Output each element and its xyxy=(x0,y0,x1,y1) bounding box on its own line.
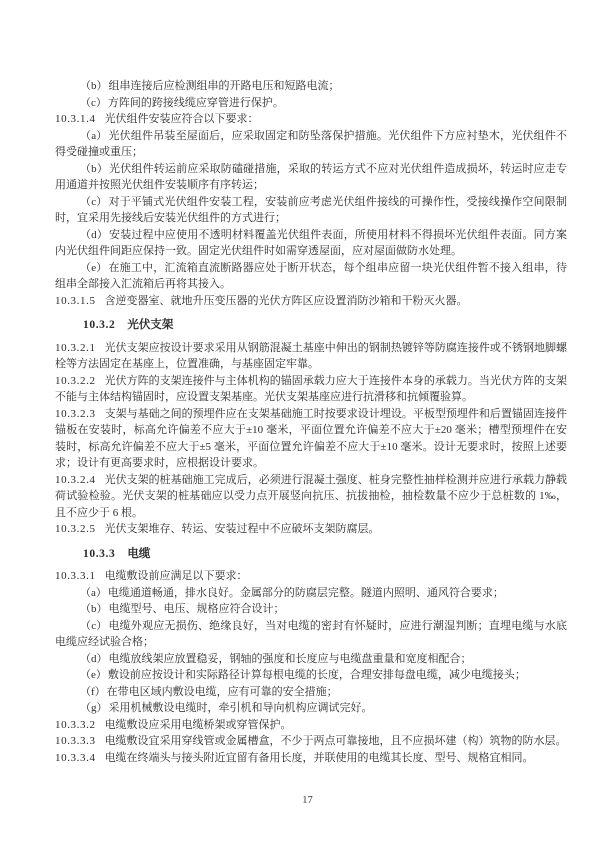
clause-number: 10.3.3.3 xyxy=(55,735,96,747)
heading-number: 10.3.2 xyxy=(83,319,116,331)
clause-text: 电缆敷设应采用电缆桥架或穿管保护。 xyxy=(104,718,292,731)
clause-10-3-2-4 xyxy=(55,472,567,522)
item-text: 光伏组件转运前应采取防磕碰措施，采取的转运方式不应对光伏组件造成损坏，转运时应走专用通道并按照光伏组件安装顺序有序转运； xyxy=(55,162,568,191)
clause-10-3-1-5 xyxy=(55,293,567,310)
item-label: （b） xyxy=(80,80,108,92)
list-item-b xyxy=(55,78,567,95)
clause-10-3-3-2 xyxy=(55,717,567,734)
clause-number: 10.3.3.4 xyxy=(55,751,96,764)
item-label: （d） xyxy=(80,228,109,241)
clause-text: 含逆变器室、就地升压变压器的光伏方阵区应设置消防沙箱和干粉灭火器。 xyxy=(104,294,468,307)
item-label: （a） xyxy=(80,586,107,599)
list-item-e xyxy=(55,260,567,293)
item-text: 在施工中，汇流箱直流断路器应处于断开状态，每个组串应留一块光伏组件暂不接入组串，待组串全部接入汇流箱后再将其接入。 xyxy=(55,261,567,290)
page-number: 17 xyxy=(302,795,313,806)
item-label: （b） xyxy=(80,162,109,175)
item-label: （c） xyxy=(80,619,108,632)
clause-text: 光伏支架应按设计要求采用从钢筋混凝土基座中伸出的钢制热镀锌等防腐连接件或不锈钢地脚螺栓等方法固定在基座上，位置准确，与基座固定牢靠。 xyxy=(55,341,567,370)
clause-text: 光伏方阵的支架连接件与主体机构的锚固承载力应大于连接件本身的承载力。当光伏方阵的支架不能与主体结构锚固时，应设置支架基座。光伏支架基座应进行抗滑移和抗倾覆验算。 xyxy=(55,374,567,403)
list-item-b xyxy=(55,161,567,194)
item-text: 方阵间的跨接线缆应穿管进行保护。 xyxy=(107,96,284,109)
list-item-a xyxy=(55,128,567,161)
clause-number: 10.3.2.3 xyxy=(55,407,96,420)
item-label: （b） xyxy=(80,603,108,615)
clause-10-3-1-4 xyxy=(55,111,567,128)
clause-number: 10.3.2.1 xyxy=(55,341,96,354)
list-item-c xyxy=(55,95,567,112)
item-text: 组串连接后应检测组串的开路电压和短路电流； xyxy=(108,80,340,92)
clause-number: 10.3.3.2 xyxy=(55,718,96,731)
item-label: （g） xyxy=(80,702,108,714)
list-item-g xyxy=(55,700,567,717)
clause-10-3-2-1 xyxy=(55,340,567,373)
section-heading-10-3-2 xyxy=(83,317,567,334)
item-label: （e） xyxy=(80,669,107,681)
item-label: （e） xyxy=(80,261,108,274)
clause-number: 10.3.2.2 xyxy=(55,374,96,387)
heading-text: 电缆 xyxy=(127,547,151,560)
clause-10-3-3-4 xyxy=(55,750,567,767)
clause-number: 10.3.2.5 xyxy=(55,523,96,535)
item-label: （f） xyxy=(80,685,106,698)
list-item-c xyxy=(55,194,567,227)
clause-10-3-2-2 xyxy=(55,373,567,406)
document-body xyxy=(55,78,567,766)
clause-text: 光伏支架的桩基础施工完成后，必须进行混凝土强度、桩身完整性抽样检测并应进行承载力静载荷试验检验。光伏支架的桩基础应以受力点开展竖向抗压、抗拔抽检，抽检数量不应少于总桩数的 1‰，且不应少于 6 根。 xyxy=(55,473,567,519)
item-text: 敷设前应按设计和实际路径计算每根电缆的长度，合理安排每盘电缆，减少电缆接头； xyxy=(107,669,526,681)
item-label: （c） xyxy=(80,195,108,208)
item-text: 采用机械敷设电缆时，牵引机和导向机构应调试完好。 xyxy=(108,702,373,714)
item-text: 安装过程中应使用不透明材料覆盖光伏组件表面，所使用材料不得损坏光伏组件表面。同方案内光伏组件间距应保持一致。固定光伏组件时如需穿透屋面，应对屋面做防水处理。 xyxy=(55,228,568,257)
list-item-e xyxy=(55,667,567,684)
section-heading-10-3-3 xyxy=(83,546,567,563)
clause-text: 电缆在终端头与接头附近宜留有备用长度，并联使用的电缆其长度、型号、规格宜相同。 xyxy=(104,751,534,764)
clause-10-3-3-3 xyxy=(55,733,567,750)
item-text: 在带电区域内敷设电缆，应有可靠的安全措施； xyxy=(106,685,338,698)
clause-number: 10.3.1.5 xyxy=(55,294,96,307)
item-text: 电缆外观应无损伤、绝缘良好，当对电缆的密封有怀疑时，应进行潮湿判断；直埋电缆与水底电缆应经试验合格； xyxy=(55,619,567,648)
list-item-d xyxy=(55,651,567,668)
clause-10-3-2-3 xyxy=(55,406,567,472)
list-item-f xyxy=(55,684,567,701)
item-text: 对于平铺式光伏组件安装工程，安装前应考虑光伏组件接线的可操作性，受接线操作空间限制时，宜采用先接线后安装光伏组件的方式进行； xyxy=(55,195,567,224)
clause-10-3-2-5 xyxy=(55,521,567,538)
list-item-a xyxy=(55,585,567,602)
clause-number: 10.3.2.4 xyxy=(55,473,96,486)
heading-text: 光伏支架 xyxy=(127,319,174,331)
item-text: 光伏组件吊装至屋面后，应采取固定和防坠落保护措施。光伏组件下方应衬垫木，光伏组件不得受碰撞或重压； xyxy=(55,129,567,158)
clause-number: 10.3.1.4 xyxy=(55,113,96,125)
clause-text: 支架与基础之间的预埋件应在支架基础施工时按要求设计埋设。平板型预埋件和后置锚固连接件锚板在安装时，标高允许偏差不应大于±10 毫米，平面位置允许偏差不应大于±20 毫米；槽型预埋件在安装时，标高允许偏差不应大于±5 毫米，平面位置允许偏差不应大于±10 毫米。设计无要求时，按照上述要求；设计有更高要求时，应根据设计要求。 xyxy=(55,407,567,469)
list-item-d xyxy=(55,227,567,260)
clause-text: 电缆敷设宜采用穿线管或金属槽盒，不少于两点可靠接地，且不应损坏建（构）筑物的防水层。 xyxy=(104,735,567,747)
list-item-b xyxy=(55,601,567,618)
clause-text: 光伏组件安装应符合以下要求： xyxy=(104,113,259,125)
item-text: 电缆通道畅通，排水良好。金属部分的防腐层完整。隧道内照明、通风符合要求； xyxy=(107,586,504,599)
item-text: 电缆型号、电压、规格应符合设计； xyxy=(108,603,285,615)
clause-10-3-3-1 xyxy=(55,568,567,585)
item-label: （d） xyxy=(80,652,108,665)
item-label: （a） xyxy=(80,129,108,142)
clause-text: 电缆敷设前应满足以下要求： xyxy=(104,570,248,582)
item-text: 电缆放线架应放置稳妥，钢轴的强度和长度应与电缆盘重量和宽度相配合； xyxy=(108,652,472,665)
heading-number: 10.3.3 xyxy=(83,547,116,560)
clause-number: 10.3.3.1 xyxy=(55,570,96,582)
clause-text: 光伏支架堆存、转运、安装过程中不应破坏支架防腐层。 xyxy=(104,523,380,535)
item-label: （c） xyxy=(80,96,107,109)
list-item-c xyxy=(55,618,567,651)
